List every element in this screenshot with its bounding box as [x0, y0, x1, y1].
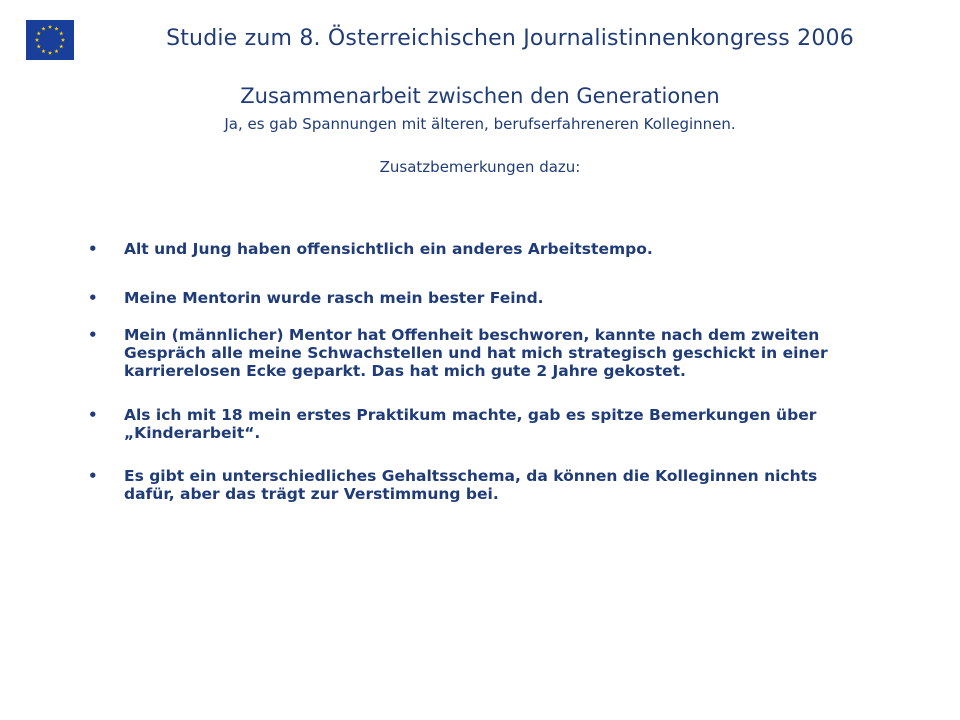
bullet-list [88, 240, 868, 503]
bullet-dot: • [88, 467, 98, 485]
section-statement: Ja, es gab Spannungen mit älteren, berufserfahreneren Kolleginnen. [224, 115, 736, 133]
bullet-text: Alt und Jung haben offensichtlich ein anderes Arbeitstempo. [124, 240, 653, 258]
bullet-text: Meine Mentorin wurde rasch mein bester Feind. [124, 289, 544, 307]
list-item [88, 467, 868, 503]
bullet-dot: • [88, 406, 98, 424]
bullet-dot: • [88, 326, 98, 344]
bullet-dot: • [88, 289, 98, 307]
list-item [88, 326, 868, 380]
list-item [88, 406, 868, 442]
page-title: Studie zum 8. Österreichischen Journalistinnenkongress 2006 [166, 26, 854, 51]
list-item [88, 240, 868, 258]
bullet-dot: • [88, 240, 98, 258]
section-heading: Zusammenarbeit zwischen den Generationen [240, 84, 720, 108]
bullet-text: Mein (männlicher) Mentor hat Offenheit beschworen, kannte nach dem zweiten Gespräch alle meine Schwachstellen und hat mich strategisch geschickt in einer karrierelosen Ecke geparkt. Das hat mich gute 2 Jahre gekostet. [124, 326, 828, 380]
list-item [88, 289, 868, 307]
bullet-text: Es gibt ein unterschiedliches Gehaltsschema, da können die Kolleginnen nichts dafür, aber das trägt zur Verstimmung bei. [124, 467, 818, 503]
note-label: Zusatzbemerkungen dazu: [379, 158, 581, 176]
bullet-text: Als ich mit 18 mein erstes Praktikum machte, gab es spitze Bemerkungen über „Kinderarbeit“. [124, 406, 817, 442]
